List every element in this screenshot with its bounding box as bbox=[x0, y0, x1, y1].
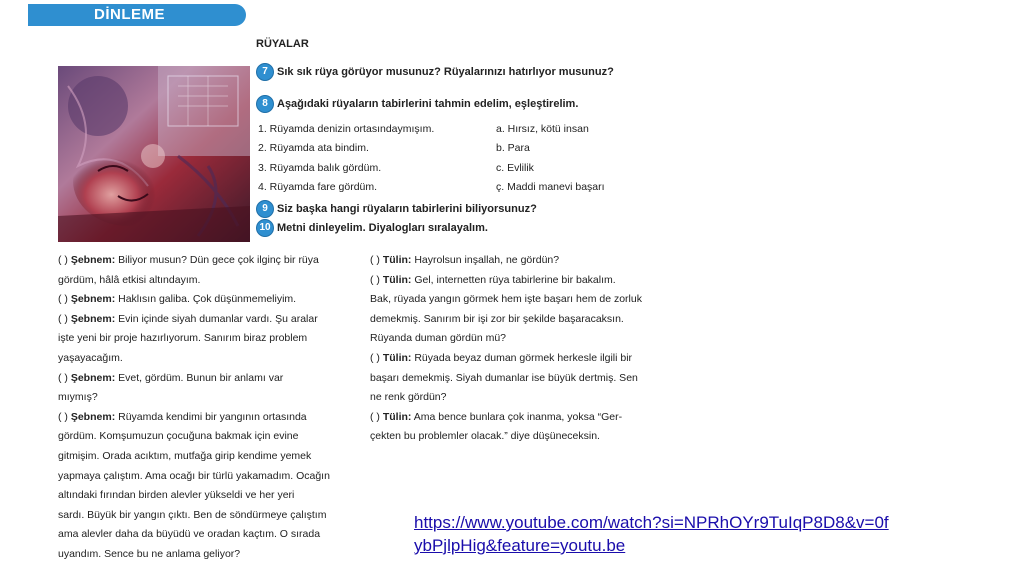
dialog-line: ne renk gördün? bbox=[370, 391, 447, 404]
dialog-line: işte yeni bir proje hazırlıyorum. Sanırım biraz problem bbox=[58, 332, 308, 345]
dialog-line: sardı. Büyük bir yangın çıktı. Ben de söndürmeye çalıştım bbox=[58, 508, 327, 521]
dream-painting bbox=[58, 66, 250, 242]
dialog-text: Rüyada beyaz duman görmek herkesle ilgili bir bbox=[414, 351, 633, 364]
meaning-item: b. Para bbox=[496, 142, 530, 154]
dialog-line bbox=[58, 251, 330, 271]
banner-label: DİNLEME bbox=[94, 6, 165, 23]
speaker-name: Şebnem: bbox=[70, 293, 116, 306]
dialog-line bbox=[58, 369, 330, 389]
speaker-name: Şebnem: bbox=[70, 371, 116, 384]
dream-item: 2. Rüyamda ata bindim. bbox=[258, 142, 369, 154]
speaker-name: Şebnem: bbox=[70, 312, 116, 325]
speaker-name: Tülin: bbox=[382, 254, 412, 266]
left-dialog-column bbox=[58, 251, 330, 565]
speaker-name: Tülin: bbox=[382, 351, 412, 364]
section-banner bbox=[28, 4, 246, 26]
speaker-name: Tülin: bbox=[382, 410, 412, 423]
link-line-1[interactable]: https://www.youtube.com/watch?si=NPRhOYr9TuIqP8D8&v=0f bbox=[414, 513, 889, 532]
meaning-item: a. Hırsız, kötü insan bbox=[496, 123, 589, 135]
dialog-line bbox=[58, 408, 330, 428]
question-9 bbox=[256, 200, 537, 218]
right-dialog-column bbox=[370, 251, 642, 447]
dialog-line bbox=[58, 310, 330, 330]
dialog-text: ( ) bbox=[58, 410, 68, 423]
youtube-link[interactable] bbox=[414, 511, 889, 557]
question-text: Sık sık rüya görüyor musunuz? Rüyalarınızı hatırlıyor musunuz? bbox=[277, 66, 614, 78]
dialog-line bbox=[370, 408, 642, 428]
dialog-text: Haklısın galiba. Çok düşünmemeliyim. bbox=[118, 293, 297, 306]
dialog-line: gördüm. Komşumuzun çocuğuna bakmak için evine bbox=[58, 430, 299, 443]
question-text: Metni dinleyelim. Diyalogları sıralayalım. bbox=[277, 222, 488, 234]
dialog-text: Hayrolsun inşallah, ne gördün? bbox=[414, 254, 560, 266]
dialog-line: mıymış? bbox=[58, 391, 98, 404]
dream-item: 3. Rüyamda balık gördüm. bbox=[258, 162, 382, 174]
dialog-text: ( ) bbox=[58, 293, 68, 306]
dream-painting-image bbox=[58, 66, 250, 242]
dialog-text: Evin içinde siyah dumanlar vardı. Şu aralar bbox=[118, 312, 318, 325]
section-title: RÜYALAR bbox=[256, 38, 309, 50]
meaning-item: c. Evlilik bbox=[496, 162, 534, 174]
question-text: Siz başka hangi rüyaların tabirlerini biliyorsunuz? bbox=[277, 203, 537, 215]
dialog-line: altındaki fırından birden alevler yükseldi ve her yeri bbox=[58, 489, 295, 502]
dialog-line: gitmişim. Orada acıktım, mutfağa girip kendime yemek bbox=[58, 449, 312, 462]
dialog-text: ( ) bbox=[58, 371, 68, 384]
dialog-line: başarı demekmiş. Siyah dumanlar ise büyük dertmiş. Sen bbox=[370, 371, 638, 384]
question-text: Aşağıdaki rüyaların tabirlerini tahmin edelim, eşleştirelim. bbox=[277, 98, 579, 110]
question-8 bbox=[256, 95, 578, 113]
question-number-badge: 7 bbox=[256, 63, 274, 81]
dialog-text: Ama bence bunlara çok inanma, yoksa “Ger- bbox=[413, 410, 623, 423]
dialog-text: Rüyamda kendimi bir yangının ortasında bbox=[118, 410, 307, 423]
dialog-line bbox=[370, 271, 642, 291]
question-7 bbox=[256, 63, 614, 81]
dialog-text: Gel, internetten rüya tabirlerine bir bakalım. bbox=[414, 273, 616, 286]
dialog-text: ( ) bbox=[370, 351, 380, 364]
dialog-line: yaşayacağım. bbox=[58, 351, 123, 364]
dialog-line bbox=[370, 349, 642, 369]
dialog-text: ( ) bbox=[58, 312, 68, 325]
meaning-item: ç. Maddi manevi başarı bbox=[496, 181, 605, 193]
dialog-line: çekten bu problemler olacak.” diye düşüneceksin. bbox=[370, 430, 600, 443]
dialog-line: ama alevler daha da büyüdü ve oradan kaçtım. O sırada bbox=[58, 528, 321, 541]
dialog-line bbox=[370, 251, 642, 271]
speaker-name: Şebnem: bbox=[70, 410, 116, 423]
dialog-text: Biliyor musun? Dün gece çok ilginç bir rüya bbox=[118, 254, 319, 266]
dialog-text: ( ) bbox=[370, 254, 380, 266]
speaker-name: Şebnem: bbox=[70, 254, 116, 266]
dialog-text: ( ) bbox=[370, 410, 380, 423]
dialog-text: Evet, gördüm. Bunun bir anlamı var bbox=[118, 371, 284, 384]
dialog-line bbox=[58, 290, 330, 310]
dialog-line: Rüyanda duman gördün mü? bbox=[370, 332, 507, 345]
dream-item: 1. Rüyamda denizin ortasındaymışım. bbox=[258, 123, 435, 135]
question-number-badge: 8 bbox=[256, 95, 274, 113]
dialog-line: demekmiş. Sanırım bir işi zor bir şekilde başaracaksın. bbox=[370, 312, 624, 325]
speaker-name: Tülin: bbox=[382, 273, 412, 286]
question-10 bbox=[256, 219, 488, 237]
dialog-text: ( ) bbox=[370, 273, 380, 286]
dialog-line: yapmaya çalıştım. Ama ocağı bir türlü yakamadım. Ocağın bbox=[58, 469, 330, 482]
link-line-2[interactable]: ybPjlpHig&feature=youtu.be bbox=[414, 536, 626, 555]
dialog-line: uyandım. Sence bu ne anlama geliyor? bbox=[58, 547, 241, 560]
dialog-line: gördüm, hâlâ etkisi altındayım. bbox=[58, 273, 201, 286]
dialog-line: Bak, rüyada yangın görmek hem işte başarı hem de zorluk bbox=[370, 293, 642, 306]
question-number-badge: 9 bbox=[256, 200, 274, 218]
dialog-text: ( ) bbox=[58, 254, 68, 266]
dream-item: 4. Rüyamda fare gördüm. bbox=[258, 181, 378, 193]
question-number-badge: 10 bbox=[256, 219, 274, 237]
